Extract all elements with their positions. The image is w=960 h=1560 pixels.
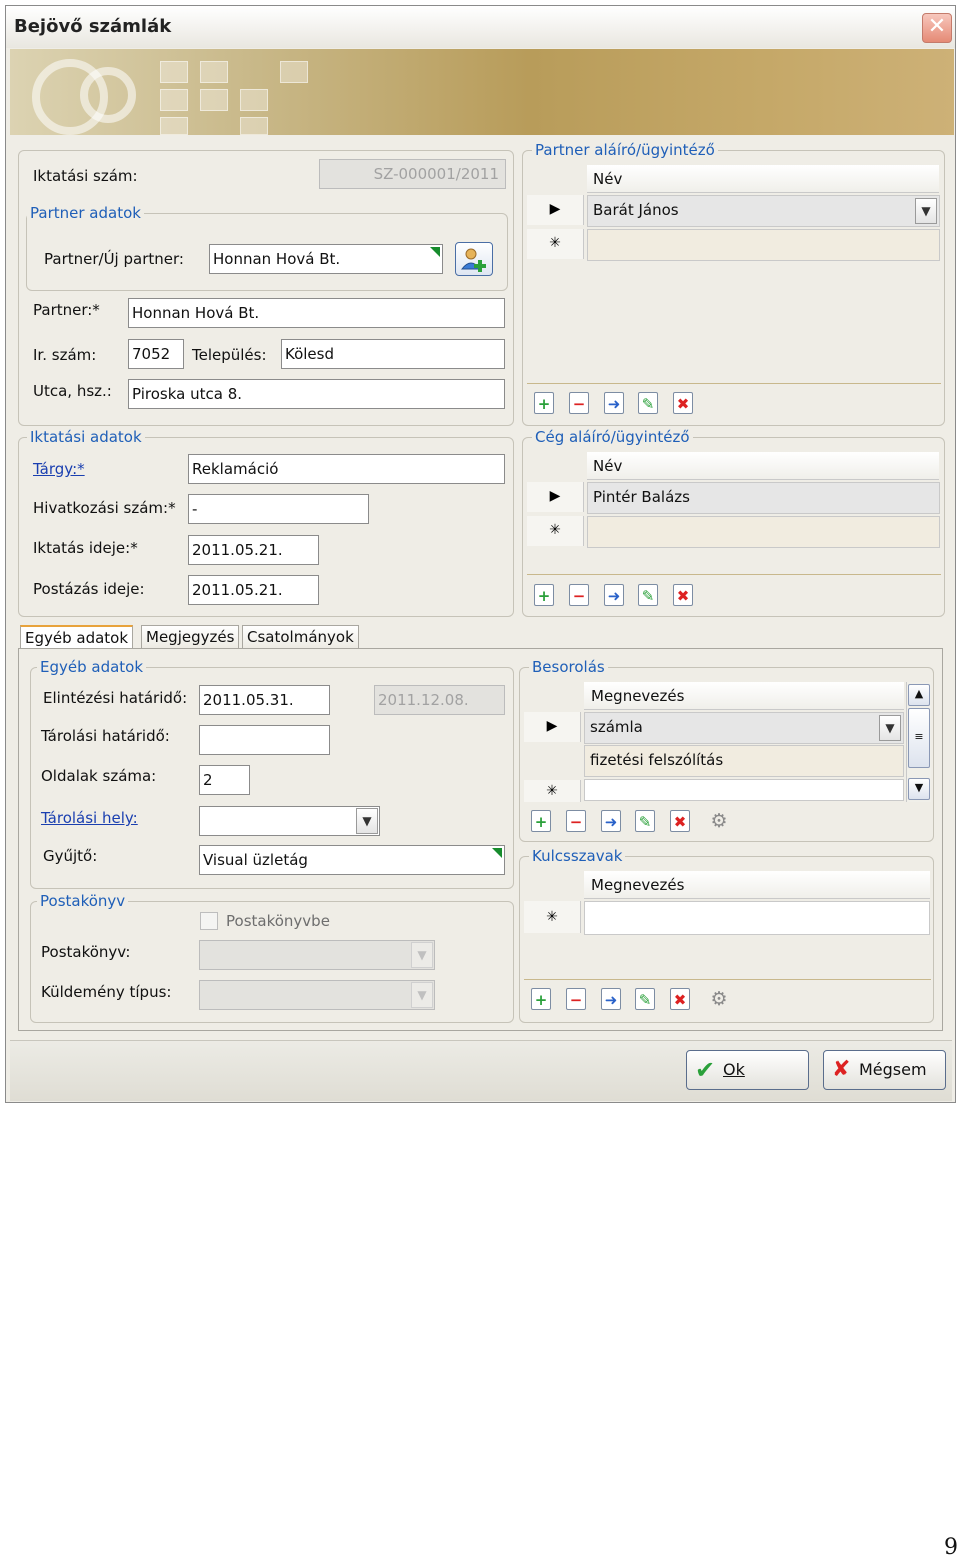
partner-alairo-title: Partner aláíró/ügyintéző [532,141,718,159]
add-row-icon[interactable]: + [531,988,551,1010]
tarolasi-hatarido-label: Tárolási határidő: [41,727,170,745]
oldalak-szama-input[interactable]: 2 [199,765,250,795]
targy-link[interactable]: Tárgy:* [33,460,85,478]
postakonyv-select [199,940,435,970]
ceg-alairo-title: Cég aláíró/ügyintéző [532,428,693,446]
utca-input[interactable]: Piroska utca 8. [128,379,505,409]
tarolasi-hely-select[interactable] [199,806,380,836]
besorolas-row[interactable] [584,712,904,744]
add-user-icon [456,243,492,275]
partner-alairo-column-header[interactable]: Név [587,165,939,193]
new-row-icon: ✳ [524,901,581,933]
remove-row-icon[interactable]: − [569,584,589,606]
add-row-icon[interactable]: + [534,584,554,606]
ceg-alairo-toolbar [532,580,712,610]
settings-icon[interactable]: ⚙ [710,810,728,832]
postakonyvbe-checkbox[interactable] [200,912,218,930]
cancel-x-icon: ✘ [832,1057,851,1082]
partner-alairo-row[interactable] [587,195,940,227]
postakonyv-label: Postakönyv: [41,943,131,961]
check-icon: ✔ [695,1056,716,1084]
partner-alairo-grid [527,165,941,261]
new-row-icon: ✳ [527,229,584,259]
besorolas-toolbar [529,806,749,836]
irszam-input[interactable]: 7052 [128,339,184,369]
utca-label: Utca, hsz.: [33,382,112,400]
irszam-label: Ir. szám: [33,346,97,364]
ok-button-label: Ok [723,1060,745,1079]
besorolas-title: Besorolás [529,658,608,676]
scroll-down-icon[interactable]: ▼ [908,778,930,800]
besorolas-new-row[interactable] [584,779,904,801]
uj-partner-label: Partner/Új partner: [44,250,184,268]
add-row-icon[interactable]: + [531,810,551,832]
kuldemeny-tipus-label: Küldemény típus: [41,983,172,1001]
add-partner-button[interactable] [455,242,493,276]
delete-row-icon[interactable]: ✖ [673,584,693,606]
besorolas-grid [524,682,931,802]
export-row-icon[interactable]: ➜ [604,584,624,606]
close-icon[interactable]: ✕ [922,13,952,43]
tab-egyeb-adatok[interactable]: Egyéb adatok [20,625,133,649]
chevron-down-icon[interactable]: ▼ [879,715,901,741]
chevron-down-icon: ▼ [411,942,433,968]
cancel-button[interactable] [823,1050,946,1090]
ceg-alairo-new-row[interactable] [587,516,940,548]
besorolas-column-header[interactable]: Megnevezés [584,682,904,710]
gyujto-input[interactable] [199,845,505,875]
delete-row-icon[interactable]: ✖ [670,988,690,1010]
kulcsszavak-title: Kulcsszavak [529,847,625,865]
new-row-icon: ✳ [524,780,581,802]
oldalak-szama-label: Oldalak száma: [41,767,157,785]
uj-partner-input[interactable] [209,244,443,274]
dialog-button-bar [10,1040,952,1101]
edit-row-icon[interactable]: ✎ [635,988,655,1010]
current-row-icon: ▶ [524,712,581,742]
kulcsszavak-new-row[interactable] [584,901,930,935]
tab-csatolmanyok[interactable]: Csatolmányok [242,625,359,649]
kulcsszavak-column-header[interactable]: Megnevezés [584,871,930,899]
telepules-input[interactable]: Kölesd [281,339,505,369]
autocomplete-indicator-icon [492,848,502,858]
postazas-ideje-input[interactable]: 2011.05.21. [188,575,319,605]
partner-alairo-toolbar [532,388,712,418]
window-title: Bejövő számlák [14,16,172,37]
edit-row-icon[interactable]: ✎ [635,810,655,832]
title-bar [6,6,955,48]
gyujto-value: Visual üzletág [203,851,308,869]
ceg-alairo-row[interactable]: Pintér Balázs [587,482,940,514]
export-row-icon[interactable]: ➜ [604,392,624,414]
elintezesi-hatarido-input[interactable]: 2011.05.31. [199,685,330,715]
kulcsszavak-grid [524,871,931,935]
remove-row-icon[interactable]: − [566,988,586,1010]
elintezesi-calculated-field: 2011.12.08. [374,685,505,715]
gyujto-label: Gyűjtő: [43,847,98,865]
ceg-alairo-column-header[interactable]: Név [587,452,939,480]
kuldemeny-tipus-select [199,980,435,1010]
ok-button[interactable] [686,1050,809,1090]
targy-input[interactable]: Reklamáció [188,454,505,484]
ceg-alairo-grid [527,452,941,548]
uj-partner-value: Honnan Hová Bt. [213,250,341,268]
delete-row-icon[interactable]: ✖ [670,810,690,832]
partner-adatok-title: Partner adatok [27,204,144,222]
delete-row-icon[interactable]: ✖ [673,392,693,414]
hivatkozasi-szam-label: Hivatkozási szám:* [33,499,176,517]
chevron-down-icon: ▼ [411,982,433,1008]
scroll-up-icon[interactable]: ▲ [908,684,930,706]
header-banner [10,49,954,135]
add-row-icon[interactable]: + [534,392,554,414]
telepules-label: Település: [192,346,267,364]
besorolas-scrollbar[interactable] [906,682,931,802]
partner-alairo-row-name: Barát János [593,201,679,219]
cancel-button-label: Mégsem [859,1060,927,1079]
edit-row-icon[interactable]: ✎ [638,584,658,606]
current-row-icon: ▶ [527,482,584,512]
current-row-icon: ▶ [527,195,584,225]
iktatas-ideje-input[interactable]: 2011.05.21. [188,535,319,565]
postazas-ideje-label: Postázás ideje: [33,580,145,598]
export-row-icon[interactable]: ➜ [601,988,621,1010]
besorolas-row-0: számla [590,718,643,736]
postakonyvbe-label: Postakönyvbe [226,912,330,930]
partner-label: Partner:* [33,301,100,319]
partner-alairo-new-row[interactable] [587,229,940,261]
autocomplete-indicator-icon [430,247,440,257]
besorolas-row[interactable]: fizetési felszólítás [584,745,904,777]
iktatasi-szam-field: SZ-000001/2011 [319,159,506,189]
kulcsszavak-toolbar [529,984,749,1014]
iktatas-ideje-label: Iktatás ideje:* [33,539,138,557]
egyeb-adatok-title: Egyéb adatok [37,658,146,676]
remove-row-icon[interactable]: − [566,810,586,832]
page-number: 9 [944,1535,958,1560]
postakonyv-title: Postakönyv [37,892,128,910]
scroll-thumb[interactable]: ≡ [908,708,930,768]
tarolasi-hatarido-input[interactable] [199,725,330,755]
chevron-down-icon[interactable]: ▼ [915,198,937,224]
tab-megjegyzes[interactable]: Megjegyzés [141,625,239,649]
new-row-icon: ✳ [527,516,584,546]
partner-input[interactable]: Honnan Hová Bt. [128,298,505,328]
hivatkozasi-szam-input[interactable]: - [188,494,369,524]
edit-row-icon[interactable]: ✎ [638,392,658,414]
iktatasi-adatok-title: Iktatási adatok [27,428,145,446]
settings-icon[interactable]: ⚙ [710,988,728,1010]
remove-row-icon[interactable]: − [569,392,589,414]
elintezesi-hatarido-label: Elintézési határidő: [43,689,188,707]
tarolasi-hely-link[interactable]: Tárolási hely: [41,809,138,827]
export-row-icon[interactable]: ➜ [601,810,621,832]
chevron-down-icon[interactable]: ▼ [356,808,378,834]
iktatasi-szam-label: Iktatási szám: [33,167,138,185]
